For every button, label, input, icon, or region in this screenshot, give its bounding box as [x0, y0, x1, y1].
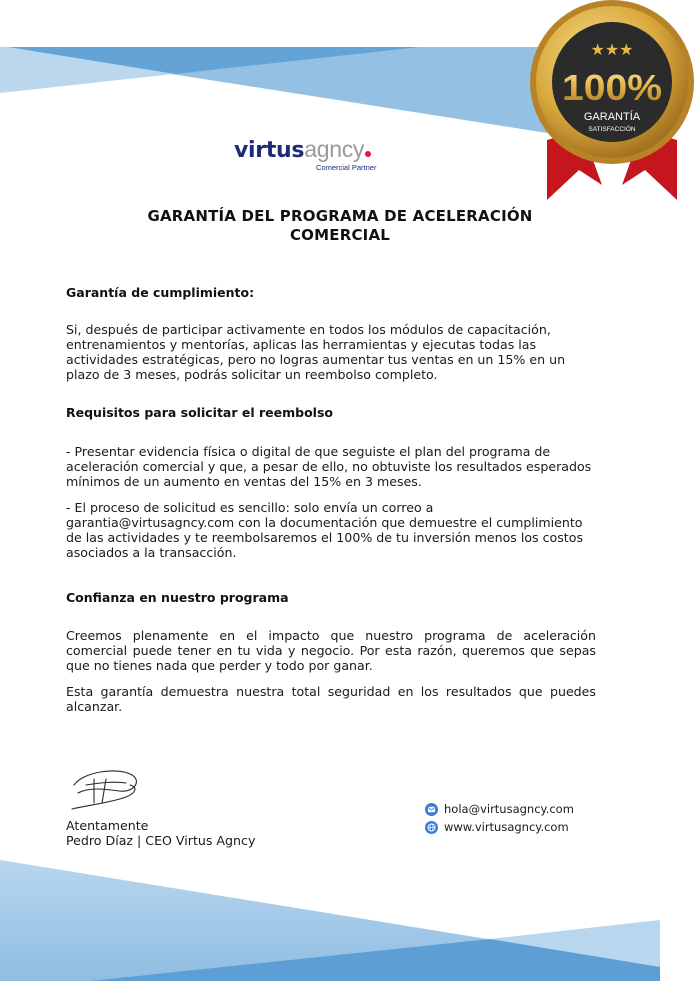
- envelope-icon: [425, 803, 438, 816]
- badge-line1: GARANTÍA: [583, 111, 641, 123]
- section-paragraph: Creemos plenamente en el impacto que nuestro programa de aceleración comercial puede tener en tu vida y negocio. Por esta razón, queremos que sepas que no tienes nada que perder y todo por ganar.: [66, 628, 596, 673]
- logo-light-text: agncy: [304, 136, 365, 162]
- guarantee-badge: [527, 0, 697, 205]
- section-paragraph: Esta garantía demuestra nuestra total seguridad en los resultados que puedes alcanzar.: [66, 684, 596, 714]
- signoff-block: [66, 818, 255, 848]
- contact-email-row[interactable]: [425, 800, 574, 818]
- contact-website-row[interactable]: [425, 818, 574, 836]
- title-line-2: COMERCIAL: [289, 226, 391, 244]
- contact-block: [425, 800, 574, 836]
- globe-icon: [425, 821, 438, 834]
- top-band: [0, 47, 560, 135]
- section-paragraph: - Presentar evidencia física o digital de que seguiste el plan del programa de aceleración comercial y que, a pesar de ello, no obtuviste los resultados esperados mínimos de un aumento en ventas del 15% en 3 meses.: [66, 444, 592, 489]
- section-heading-cumplimiento: Garantía de cumplimiento:: [66, 285, 255, 300]
- company-logo: [234, 136, 414, 176]
- signoff-name: Pedro Díaz | CEO Virtus Agncy: [66, 833, 256, 848]
- logo-dot-icon: [365, 151, 371, 157]
- badge-percent: 100%: [562, 67, 662, 108]
- logo-bold-text: virtus: [234, 138, 305, 163]
- logo-tagline: Comercial Partner: [316, 163, 377, 172]
- section-heading-confianza: Confianza en nuestro programa: [66, 590, 289, 605]
- bottom-band: [0, 860, 660, 981]
- title-line-1: GARANTÍA DEL PROGRAMA DE ACELERACIÓN: [147, 207, 533, 225]
- page-title: [100, 207, 580, 245]
- section-paragraph: - El proceso de solicitud es sencillo: solo envía un correo a garantia@virtusagncy.com con la documentación que demuestre el cumplimiento de las actividades y te reembolsaremos el 100% de tu inversión menos los costos asociados a la transacción.: [66, 500, 584, 560]
- contact-website[interactable]: www.virtusagncy.com: [444, 820, 569, 834]
- section-paragraph: Si, después de participar activamente en todos los módulos de capacitación, entrenamientos y mentorías, aplicas las herramientas y ejecutas todas las actividades estratégicas, pero no logras aumentar tus ventas en un 15% en un plazo de 3 meses, podrás solicitar un reembolso completo.: [66, 322, 566, 382]
- signature-image: [64, 763, 144, 813]
- section-heading-requisitos: Requisitos para solicitar el reembolso: [66, 405, 333, 420]
- star-icon: ★★★: [590, 40, 634, 59]
- badge-line2: SATISFACCIÓN: [588, 126, 636, 133]
- signoff-closing: Atentamente: [66, 818, 149, 833]
- contact-email[interactable]: hola@virtusagncy.com: [444, 802, 574, 816]
